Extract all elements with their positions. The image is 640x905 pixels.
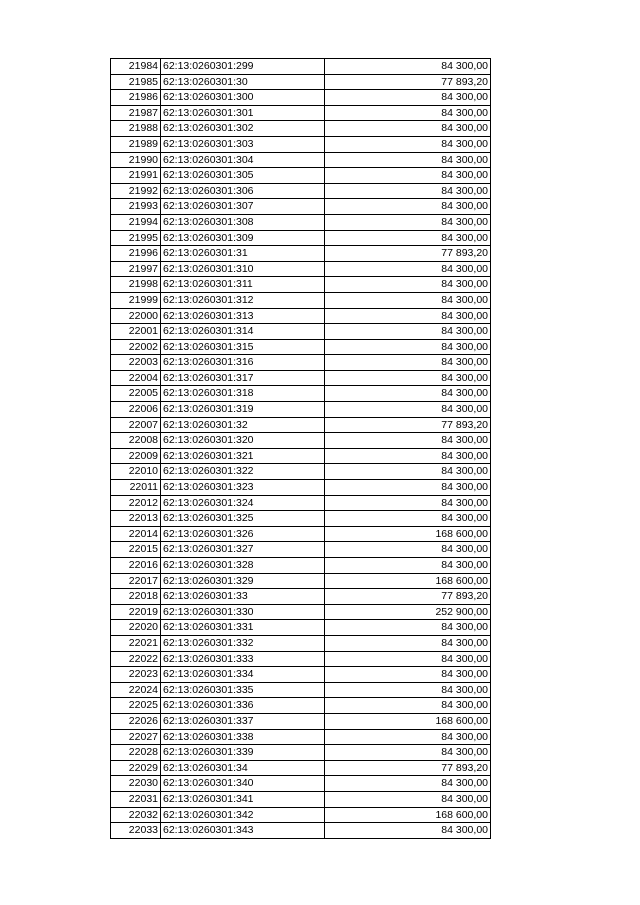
row-number: 21996	[111, 246, 161, 262]
cadastral-value: 84 300,00	[325, 558, 491, 574]
row-number: 21999	[111, 292, 161, 308]
table-row	[111, 448, 491, 464]
cadastral-value: 84 300,00	[325, 324, 491, 340]
cadastral-number: 62:13:0260301:315	[161, 339, 325, 355]
table-row	[111, 402, 491, 418]
row-number: 22023	[111, 667, 161, 683]
cadastral-number: 62:13:0260301:301	[161, 105, 325, 121]
table-row	[111, 495, 491, 511]
cadastral-number: 62:13:0260301:305	[161, 168, 325, 184]
table-row	[111, 261, 491, 277]
row-number: 21986	[111, 90, 161, 106]
table-row	[111, 199, 491, 215]
row-number: 21987	[111, 105, 161, 121]
cadastral-number: 62:13:0260301:341	[161, 791, 325, 807]
cadastral-value: 84 300,00	[325, 261, 491, 277]
cadastral-number: 62:13:0260301:318	[161, 386, 325, 402]
table-row	[111, 355, 491, 371]
row-number: 21993	[111, 199, 161, 215]
cadastral-number: 62:13:0260301:337	[161, 713, 325, 729]
cadastral-value: 168 600,00	[325, 807, 491, 823]
row-number: 22012	[111, 495, 161, 511]
cadastral-number: 62:13:0260301:336	[161, 698, 325, 714]
cadastral-value: 84 300,00	[325, 464, 491, 480]
cadastral-value: 84 300,00	[325, 667, 491, 683]
table-row	[111, 698, 491, 714]
table-row	[111, 183, 491, 199]
cadastral-value: 84 300,00	[325, 308, 491, 324]
cadastral-value: 84 300,00	[325, 823, 491, 839]
table-row	[111, 713, 491, 729]
cadastral-number: 62:13:0260301:319	[161, 402, 325, 418]
cadastral-number: 62:13:0260301:312	[161, 292, 325, 308]
cadastral-number: 62:13:0260301:304	[161, 152, 325, 168]
cadastral-number: 62:13:0260301:316	[161, 355, 325, 371]
table-row	[111, 168, 491, 184]
row-number: 21998	[111, 277, 161, 293]
row-number: 22026	[111, 713, 161, 729]
cadastral-value: 84 300,00	[325, 682, 491, 698]
cadastral-number: 62:13:0260301:340	[161, 776, 325, 792]
cadastral-value: 84 300,00	[325, 292, 491, 308]
table-row	[111, 573, 491, 589]
row-number: 22019	[111, 604, 161, 620]
cadastral-number: 62:13:0260301:31	[161, 246, 325, 262]
cadastral-value: 77 893,20	[325, 246, 491, 262]
table-row	[111, 729, 491, 745]
cadastral-value: 84 300,00	[325, 339, 491, 355]
cadastral-value: 77 893,20	[325, 760, 491, 776]
table-row	[111, 807, 491, 823]
cadastral-number: 62:13:0260301:311	[161, 277, 325, 293]
row-number: 21984	[111, 59, 161, 75]
cadastral-value: 168 600,00	[325, 573, 491, 589]
cadastral-value: 84 300,00	[325, 370, 491, 386]
row-number: 22000	[111, 308, 161, 324]
cadastral-number: 62:13:0260301:320	[161, 433, 325, 449]
table-row	[111, 604, 491, 620]
row-number: 22015	[111, 542, 161, 558]
cadastral-number: 62:13:0260301:308	[161, 214, 325, 230]
row-number: 22030	[111, 776, 161, 792]
cadastral-value: 84 300,00	[325, 745, 491, 761]
cadastral-value: 77 893,20	[325, 74, 491, 90]
table-row	[111, 74, 491, 90]
table-row	[111, 682, 491, 698]
cadastral-number: 62:13:0260301:342	[161, 807, 325, 823]
cadastral-number: 62:13:0260301:32	[161, 417, 325, 433]
cadastral-number: 62:13:0260301:332	[161, 635, 325, 651]
cadastral-number: 62:13:0260301:322	[161, 464, 325, 480]
table-row	[111, 823, 491, 839]
cadastral-number: 62:13:0260301:335	[161, 682, 325, 698]
cadastral-number: 62:13:0260301:325	[161, 511, 325, 527]
table-row	[111, 339, 491, 355]
cadastral-value: 84 300,00	[325, 776, 491, 792]
cadastral-value: 84 300,00	[325, 791, 491, 807]
cadastral-value: 84 300,00	[325, 402, 491, 418]
row-number: 21985	[111, 74, 161, 90]
row-number: 22005	[111, 386, 161, 402]
table-row	[111, 620, 491, 636]
row-number: 22014	[111, 526, 161, 542]
table-row	[111, 370, 491, 386]
cadastral-number: 62:13:0260301:34	[161, 760, 325, 776]
row-number: 21992	[111, 183, 161, 199]
table-body	[111, 59, 491, 839]
cadastral-value: 84 300,00	[325, 511, 491, 527]
table-row	[111, 417, 491, 433]
cadastral-value: 84 300,00	[325, 121, 491, 137]
row-number: 22004	[111, 370, 161, 386]
row-number: 21994	[111, 214, 161, 230]
row-number: 22018	[111, 589, 161, 605]
cadastral-number: 62:13:0260301:324	[161, 495, 325, 511]
row-number: 22025	[111, 698, 161, 714]
table-row	[111, 246, 491, 262]
table-row	[111, 230, 491, 246]
cadastral-value: 84 300,00	[325, 59, 491, 75]
cadastral-number: 62:13:0260301:338	[161, 729, 325, 745]
cadastral-value: 84 300,00	[325, 542, 491, 558]
cadastral-value: 84 300,00	[325, 651, 491, 667]
cadastral-value: 84 300,00	[325, 214, 491, 230]
cadastral-number: 62:13:0260301:328	[161, 558, 325, 574]
table-row	[111, 214, 491, 230]
row-number: 22032	[111, 807, 161, 823]
cadastral-value: 77 893,20	[325, 417, 491, 433]
table-row	[111, 635, 491, 651]
table-row	[111, 105, 491, 121]
cadastral-value: 84 300,00	[325, 698, 491, 714]
cadastral-value-table	[110, 58, 491, 839]
cadastral-value: 84 300,00	[325, 355, 491, 371]
row-number: 22028	[111, 745, 161, 761]
row-number: 22009	[111, 448, 161, 464]
cadastral-value: 168 600,00	[325, 713, 491, 729]
cadastral-number: 62:13:0260301:307	[161, 199, 325, 215]
table-row	[111, 667, 491, 683]
table-row	[111, 526, 491, 542]
table-row	[111, 651, 491, 667]
cadastral-value: 84 300,00	[325, 433, 491, 449]
cadastral-value: 84 300,00	[325, 136, 491, 152]
row-number: 22010	[111, 464, 161, 480]
cadastral-value: 84 300,00	[325, 729, 491, 745]
table-row	[111, 324, 491, 340]
table-row	[111, 433, 491, 449]
table-row	[111, 136, 491, 152]
cadastral-number: 62:13:0260301:33	[161, 589, 325, 605]
cadastral-number: 62:13:0260301:327	[161, 542, 325, 558]
row-number: 22027	[111, 729, 161, 745]
table-row	[111, 121, 491, 137]
cadastral-number: 62:13:0260301:321	[161, 448, 325, 464]
cadastral-value: 84 300,00	[325, 448, 491, 464]
cadastral-value: 84 300,00	[325, 277, 491, 293]
row-number: 21991	[111, 168, 161, 184]
table-row	[111, 90, 491, 106]
cadastral-value: 168 600,00	[325, 526, 491, 542]
cadastral-value: 84 300,00	[325, 152, 491, 168]
table-row	[111, 59, 491, 75]
cadastral-number: 62:13:0260301:334	[161, 667, 325, 683]
cadastral-number: 62:13:0260301:330	[161, 604, 325, 620]
cadastral-number: 62:13:0260301:306	[161, 183, 325, 199]
table-row	[111, 776, 491, 792]
row-number: 21990	[111, 152, 161, 168]
row-number: 22003	[111, 355, 161, 371]
cadastral-number: 62:13:0260301:317	[161, 370, 325, 386]
row-number: 21989	[111, 136, 161, 152]
table-row	[111, 152, 491, 168]
table-row	[111, 464, 491, 480]
row-number: 21995	[111, 230, 161, 246]
cadastral-value: 252 900,00	[325, 604, 491, 620]
cadastral-number: 62:13:0260301:326	[161, 526, 325, 542]
table-row	[111, 308, 491, 324]
cadastral-number: 62:13:0260301:310	[161, 261, 325, 277]
row-number: 22002	[111, 339, 161, 355]
table-row	[111, 480, 491, 496]
cadastral-number: 62:13:0260301:299	[161, 59, 325, 75]
cadastral-number: 62:13:0260301:343	[161, 823, 325, 839]
row-number: 22006	[111, 402, 161, 418]
table-row	[111, 791, 491, 807]
table-row	[111, 542, 491, 558]
cadastral-value: 84 300,00	[325, 386, 491, 402]
row-number: 22001	[111, 324, 161, 340]
cadastral-number: 62:13:0260301:339	[161, 745, 325, 761]
cadastral-value: 84 300,00	[325, 495, 491, 511]
row-number: 22031	[111, 791, 161, 807]
cadastral-number: 62:13:0260301:314	[161, 324, 325, 340]
row-number: 21988	[111, 121, 161, 137]
cadastral-value: 84 300,00	[325, 199, 491, 215]
cadastral-number: 62:13:0260301:302	[161, 121, 325, 137]
row-number: 22029	[111, 760, 161, 776]
table-row	[111, 760, 491, 776]
cadastral-number: 62:13:0260301:300	[161, 90, 325, 106]
row-number: 22021	[111, 635, 161, 651]
row-number: 22033	[111, 823, 161, 839]
table-row	[111, 277, 491, 293]
cadastral-number: 62:13:0260301:329	[161, 573, 325, 589]
row-number: 22024	[111, 682, 161, 698]
row-number: 22017	[111, 573, 161, 589]
table-row	[111, 292, 491, 308]
cadastral-number: 62:13:0260301:313	[161, 308, 325, 324]
row-number: 22013	[111, 511, 161, 527]
cadastral-number: 62:13:0260301:309	[161, 230, 325, 246]
cadastral-value: 84 300,00	[325, 90, 491, 106]
row-number: 22020	[111, 620, 161, 636]
cadastral-number: 62:13:0260301:323	[161, 480, 325, 496]
row-number: 22016	[111, 558, 161, 574]
cadastral-value: 77 893,20	[325, 589, 491, 605]
cadastral-value: 84 300,00	[325, 635, 491, 651]
cadastral-value: 84 300,00	[325, 620, 491, 636]
cadastral-value: 84 300,00	[325, 168, 491, 184]
row-number: 22008	[111, 433, 161, 449]
cadastral-value: 84 300,00	[325, 230, 491, 246]
cadastral-value: 84 300,00	[325, 105, 491, 121]
row-number: 21997	[111, 261, 161, 277]
table-row	[111, 558, 491, 574]
cadastral-number: 62:13:0260301:30	[161, 74, 325, 90]
table-row	[111, 589, 491, 605]
table-row	[111, 745, 491, 761]
cadastral-value: 84 300,00	[325, 183, 491, 199]
cadastral-value: 84 300,00	[325, 480, 491, 496]
table-row	[111, 511, 491, 527]
table-row	[111, 386, 491, 402]
row-number: 22007	[111, 417, 161, 433]
cadastral-number: 62:13:0260301:333	[161, 651, 325, 667]
cadastral-number: 62:13:0260301:331	[161, 620, 325, 636]
row-number: 22022	[111, 651, 161, 667]
row-number: 22011	[111, 480, 161, 496]
cadastral-number: 62:13:0260301:303	[161, 136, 325, 152]
